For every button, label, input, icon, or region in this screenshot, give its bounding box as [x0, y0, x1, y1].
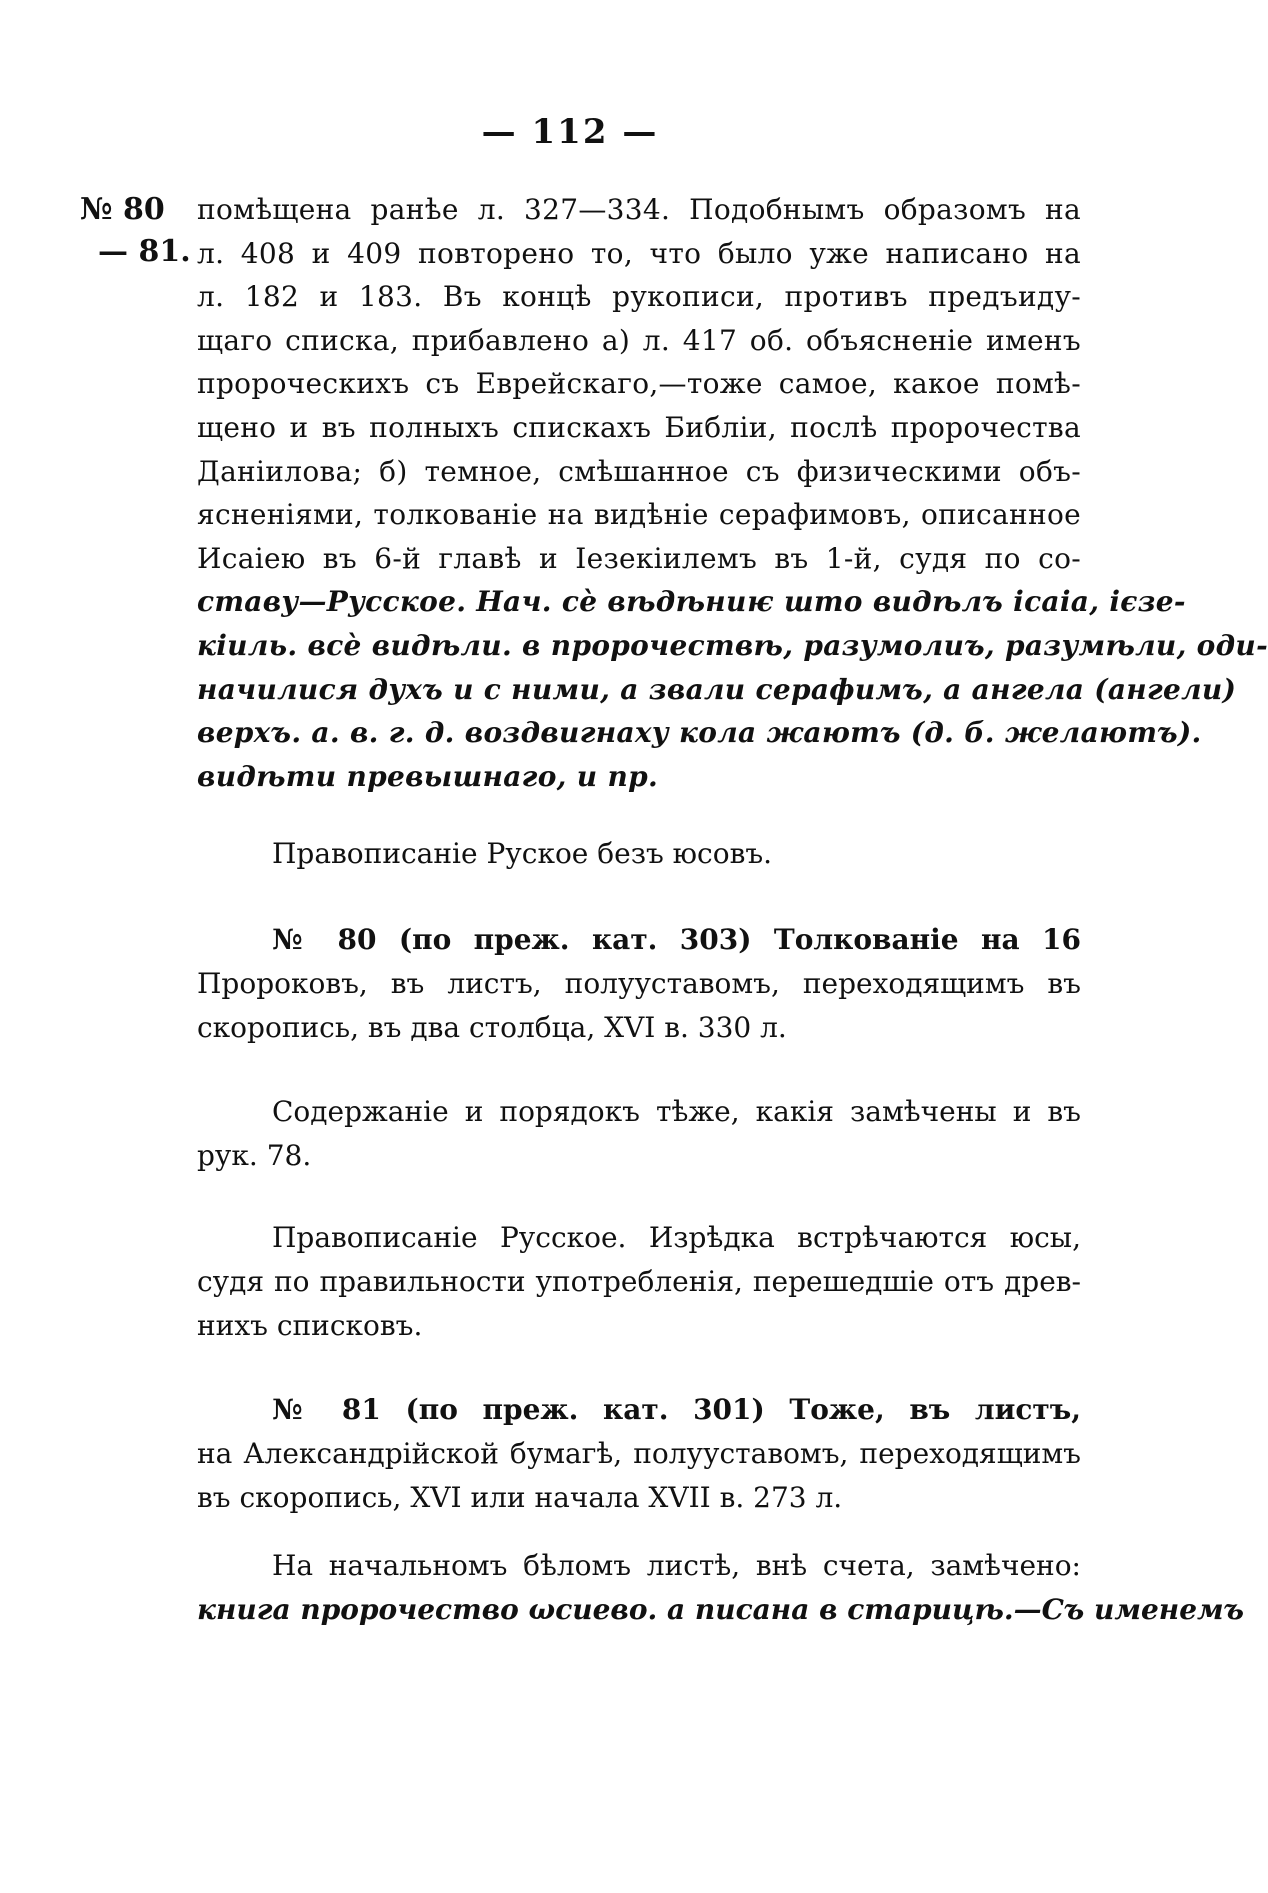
page-number: — 112 — [481, 112, 659, 152]
text-line: л. 182 и 183. Въ концѣ рукописи, противъ предъиду- [197, 280, 1081, 314]
orthography-note-prev [197, 832, 1081, 876]
text-line: судя по правильности употребленія, перешедшіе отъ древ- [197, 1265, 1081, 1298]
text-line: Пророковъ, въ листъ, полууставомъ, переходящимъ въ [197, 967, 1081, 1000]
text-line: скоропись, въ два столбца, XVI в. 330 л. [197, 1011, 787, 1044]
text-line: щаго списка, прибавлено а) л. 417 об. объясненіе именъ [197, 323, 1081, 357]
text-line: помѣщена ранѣе л. 327—334. Подобнымъ образомъ на [197, 193, 1081, 226]
entry-81-note [197, 1544, 1244, 1632]
entry-81-title-line: № 81 (по преж. кат. 301) Тоже, въ листъ, [272, 1393, 1081, 1426]
slavonic-quote-line: книга пророчество ωсиево. а писана в старицѣ.—Съ именемъ [197, 1593, 1244, 1626]
slavonic-quote-line: начилися духъ и с ними, а звали серафимъ, а ангела (ангели) [197, 672, 1237, 706]
entry-marker-80: № 80 [80, 192, 165, 227]
text-line: на Александрійской бумагѣ, полууставомъ, переходящимъ [197, 1437, 1081, 1470]
entry-marker-81: — 81. [98, 234, 191, 269]
text-line: щено и въ полныхъ спискахъ Библіи, послѣ пророчества [197, 410, 1081, 444]
text-line: л. 408 и 409 повторено то, что было уже написано на [197, 236, 1081, 270]
entry-80-content [197, 1090, 1081, 1178]
text-line: пророческихъ съ Еврейскаго,—тоже самое, какое помѣ- [197, 367, 1081, 401]
text-line: Правописаніе Руское безъ юсовъ. [272, 837, 773, 870]
entry-80-orthography [197, 1216, 1081, 1348]
entry-81-heading [197, 1388, 1081, 1520]
text-line: Содержаніе и порядокъ тѣже, какія замѣчены и въ [272, 1095, 1081, 1128]
slavonic-quote-line: верхъ. а. в. г. д. воздвигнаху кола жаютъ (д. б. желаютъ). [197, 716, 1202, 750]
slavonic-quote-line: кіиль. всѐ видѣли. в пророчествѣ, разумолиъ, разумѣли, оди- [197, 628, 1268, 662]
text-line: рук. 78. [197, 1139, 312, 1172]
continuation-paragraph [197, 188, 1268, 798]
slavonic-quote-line: видѣти превышнаго, и пр. [197, 759, 659, 793]
text-line: нихъ списковъ. [197, 1309, 423, 1342]
slavonic-quote-line: ставу—Русское. Нач. сѐ вѣдѣниѥ што видѣлъ ісаіа, ієзе- [197, 585, 1186, 619]
text-line: въ скоропись, XVI или начала XVII в. 273 л. [197, 1481, 843, 1514]
entry-80-heading [197, 918, 1081, 1050]
entry-80-title-line: № 80 (по преж. кат. 303) Толкованіе на 16 [272, 923, 1081, 956]
text-line: ясненіями, толкованіе на видѣніе серафимовъ, описанное [197, 498, 1081, 532]
text-line: Правописаніе Русское. Изрѣдка встрѣчаются юсы, [272, 1221, 1081, 1254]
text-line: Исаіею въ 6-й главѣ и Іезекіилемъ въ 1-й, судя по со- [197, 541, 1081, 575]
text-line: Даніилова; б) темное, смѣшанное съ физическими объ- [197, 454, 1081, 488]
text-line: На начальномъ бѣломъ листѣ, внѣ счета, замѣчено: [272, 1549, 1081, 1582]
